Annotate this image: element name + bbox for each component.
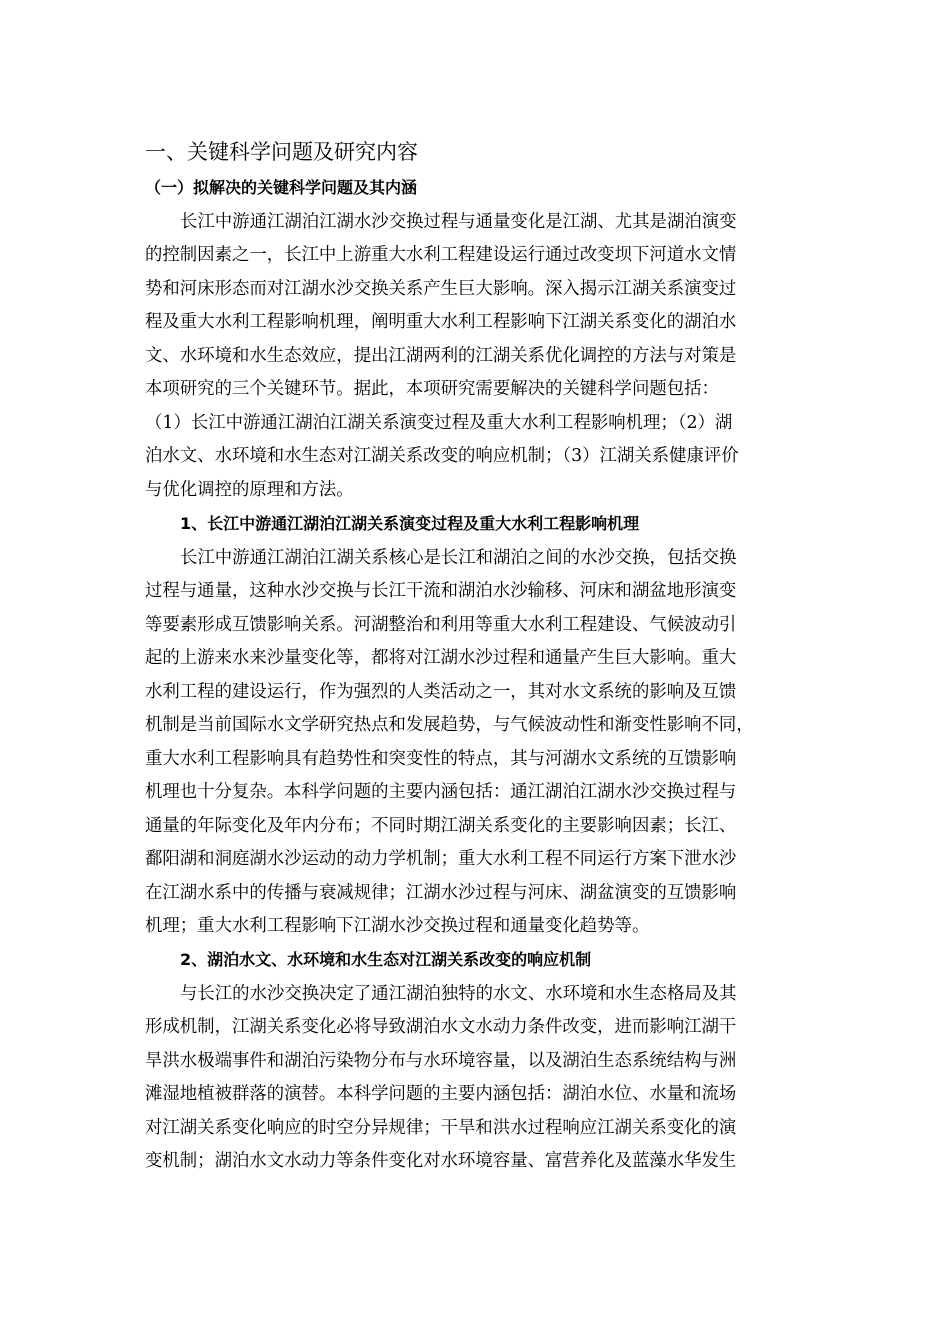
paragraph-line: 的控制因素之一，长江中上游重大水利工程建设运行通过改变坝下河道水文情 xyxy=(145,245,737,265)
paragraph-line: 滩湿地植被群落的演替。本科学问题的主要内涵包括：湖泊水位、水量和流场 xyxy=(145,1084,737,1104)
heading-1: 1、长江中游通江湖泊江湖关系演变过程及重大水利工程影响机理 xyxy=(180,514,640,533)
paragraph-line: 势和河床形态而对江湖水沙交换关系产生巨大影响。深入揭示江湖关系演变过 xyxy=(145,279,737,299)
paragraph-line: 文、水环境和水生态效应，提出江湖两利的江湖关系优化调控的方法与对策是 xyxy=(145,346,737,366)
paragraph-line: 重大水利工程影响具有趋势性和突变性的特点，其与河湖水文系统的互馈影响 xyxy=(145,749,737,769)
paragraph-line: 变机制；湖泊水文水动力等条件变化对水环境容量、富营养化及蓝藻水华发生 xyxy=(145,1151,737,1171)
paragraph-line: 长江中游通江湖泊江湖关系核心是长江和湖泊之间的水沙交换，包括交换 xyxy=(180,548,737,568)
paragraph-line: 过程与通量，这种水沙交换与长江干流和湖泊水沙输移、河床和湖盆地形演变 xyxy=(145,581,737,601)
paragraph-line: 与优化调控的原理和方法。 xyxy=(145,480,354,500)
paragraph-line: 水利工程的建设运行，作为强烈的人类活动之一，其对水文系统的影响及互馈 xyxy=(145,682,737,702)
subsection-heading: （一）拟解决的关键科学问题及其内涵 xyxy=(145,178,418,197)
section-title: 一、关键科学问题及研究内容 xyxy=(145,140,418,164)
paragraph-line: 机理也十分复杂。本科学问题的主要内涵包括：通江湖泊江湖水沙交换过程与 xyxy=(145,782,737,802)
paragraph-line: 起的上游来水来沙量变化等，都将对江湖水沙过程和通量产生巨大影响。重大 xyxy=(145,648,737,668)
paragraph-line: 机制是当前国际水文学研究热点和发展趋势，与气候波动性和渐变性影响不同， xyxy=(145,715,754,735)
paragraph-line: （1）长江中游通江湖泊江湖关系演变过程及重大水利工程影响机理；（2）湖 xyxy=(145,413,733,433)
heading-2: 2、湖泊水文、水环境和水生态对江湖关系改变的响应机制 xyxy=(180,950,592,969)
paragraph-line: 泊水文、水环境和水生态对江湖关系改变的响应机制；（3）江湖关系健康评价 xyxy=(145,446,739,466)
paragraph-line: 通量的年际变化及年内分布；不同时期江湖关系变化的主要影响因素；长江、 xyxy=(145,816,737,836)
paragraph-line: 机理；重大水利工程影响下江湖水沙交换过程和通量变化趋势等。 xyxy=(145,916,650,936)
paragraph-line: 旱洪水极端事件和湖泊污染物分布与水环境容量，以及湖泊生态系统结构与洲 xyxy=(145,1051,737,1071)
paragraph-line: 与长江的水沙交换决定了通江湖泊独特的水文、水环境和水生态格局及其 xyxy=(180,984,737,1004)
paragraph-line: 在江湖水系中的传播与衰减规律；江湖水沙过程与河床、湖盆演变的互馈影响 xyxy=(145,883,737,903)
paragraph-line: 形成机制，江湖关系变化必将导致湖泊水文水动力条件改变，进而影响江湖干 xyxy=(145,1017,737,1037)
paragraph-line: 程及重大水利工程影响机理，阐明重大水利工程影响下江湖关系变化的湖泊水 xyxy=(145,312,737,332)
paragraph-line: 鄱阳湖和洞庭湖水沙运动的动力学机制；重大水利工程不同运行方案下泄水沙 xyxy=(145,849,737,869)
paragraph-line: 等要素形成互馈影响关系。河湖整治和利用等重大水利工程建设、气候波动引 xyxy=(145,615,737,635)
paragraph-line: 长江中游通江湖泊江湖水沙交换过程与通量变化是江湖、尤其是湖泊演变 xyxy=(180,212,737,232)
paragraph-line: 本项研究的三个关键环节。据此，本项研究需要解决的关键科学问题包括： xyxy=(145,379,719,399)
paragraph-line: 对江湖关系变化响应的时空分异规律；干旱和洪水过程响应江湖关系变化的演 xyxy=(145,1118,737,1138)
